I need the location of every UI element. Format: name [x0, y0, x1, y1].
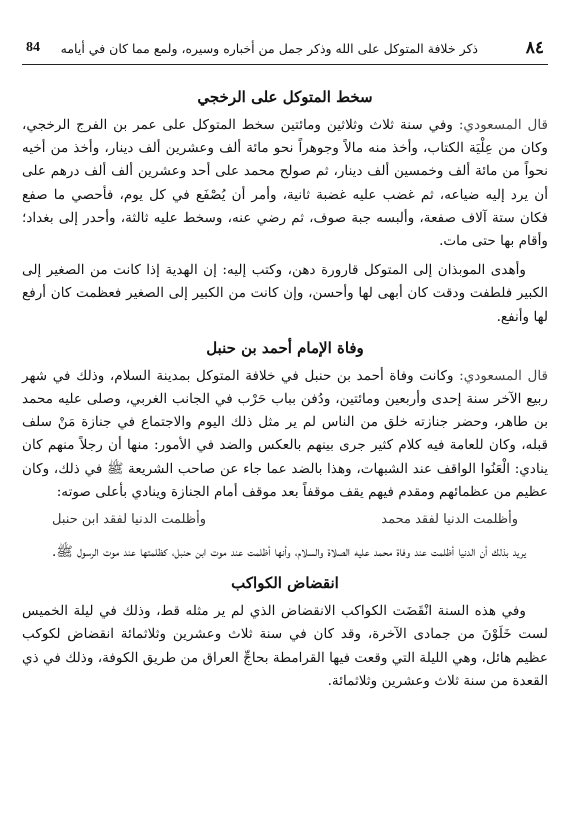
page-body	[22, 78, 548, 699]
verse-hemistich-first: وأظلمت الدنيا لفقد محمد	[381, 512, 518, 528]
running-header	[22, 34, 548, 65]
poetry-verse	[52, 512, 518, 527]
verse-hemistich-second: وأظلمت الدنيا لفقد ابن حنبل	[52, 512, 207, 528]
section-heading-rakhaji: سخط المتوكل على الرخجي	[197, 88, 373, 106]
section-heading-ibn-hanbal: وفاة الإمام أحمد بن حنبل	[206, 338, 364, 357]
running-title: ذكر خلافة المتوكل على الله وذكر جمل من أخباره وسيره، ولمع مما كان في أيامه	[60, 41, 478, 56]
paragraph	[22, 259, 548, 329]
paragraph-text: وفي سنة ثلاث وثلاثين ومائتين سخط المتوكل على عمر بن الفرج الرخجي، وكان من عِلْيَة الكتاب، وأخذ منه مالاً وجوهراً نحو مائة ألف وعشرين ألف دينار، وأخذ من أخيه نحواً من مائة ألف وخمسين ألف دينار، ثم صولح محمد على أحد وعشرين ألف ألف درهم على أن يرد إليه ضياعه، ثم غضب عليه غضبة ثانية، وأمر أن يُصْفَع في كل يوم، فأحصي ما صفع فكان ستة آلاف صفعة، وألبسه جبة صوف، ثم رضي عنه، وسخط عليه ثالثة، وأحدر إلى بغداد؛ وأقام بها حتى مات.	[22, 117, 548, 250]
page-number-latin: 84	[26, 40, 40, 55]
paragraph-text: وفي هذه السنة انْقَضَت الكواكب الانقضاض الذي لم ير مثله قط، وذلك في ليلة الخميس لست خَلَوْنَ من جمادى الآخرة، وقد كان في سنة ثلاث وعشرين وثلاثمائة انقضاض لكوكب عظيم هائل، وهي الليلة التي وقعت فيها القرامطة بحاجِّ العراق من طريق الكوفة، وذلك في ذي القعدة من سنة ثلاث وعشرين وثلاثمائة.	[22, 603, 548, 689]
paragraph	[22, 114, 548, 253]
paragraph	[22, 541, 548, 564]
paragraph-text: وكانت وفاة أحمد بن حنبل في خلافة المتوكل بمدينة السلام، وذلك في شهر ربيع الآخر سنة إحدى وأربعين ومائتين، ودُفن بباب حَرْب في الجانب الغربي، وصلى عليه محمد بن طاهر، وحضر جنازته خلق من الناس لم ير مثل ذلك اليوم والاجتماع في جنازة مَنْ سلف قبله، وكان للعامة فيه كلام كثير جرى بينهم بالعكس والضد في الأمور: منها أن رجلاً منهم كان ينادي: الْعَنُوا الواقف عند الشبهات، وهذا بالضد عما جاء عن صاحب الشريعة ﷺ في ذلك، وكان عظيم من عظمائهم ومقدم فيهم يقف موقفاً بعد موقف أمام الجنازة وينادي بأعلى صوته:	[22, 367, 548, 500]
page-number-arabic: ٨٤	[525, 38, 544, 58]
paragraph-text: وأهدى الموبذان إلى المتوكل قارورة دهن، وكتب إليه: إن الهدية إذا كانت من الصغير إلى الكبير فلطفت ودقت كان أبهى لها وأحسن، وإن كانت من الكبير إلى الصغير فعظمت كان أرفع لها وأنفع.	[22, 262, 548, 325]
section-heading-meteors: انقضاض الكواكب	[231, 574, 339, 593]
paragraph-text: يريد بذلك أن الدنيا أظلمت عند وفاة محمد عليه الصلاة والسلام، وأنها أظلمت عند موت ابن حنبل، كظلمتها عند موت الرسول ﷺ.	[52, 544, 526, 561]
source-attribution: قال المسعودي:	[458, 117, 548, 133]
source-attribution: قال المسعودي:	[459, 367, 548, 384]
paragraph	[22, 600, 548, 693]
paragraph	[22, 365, 548, 504]
